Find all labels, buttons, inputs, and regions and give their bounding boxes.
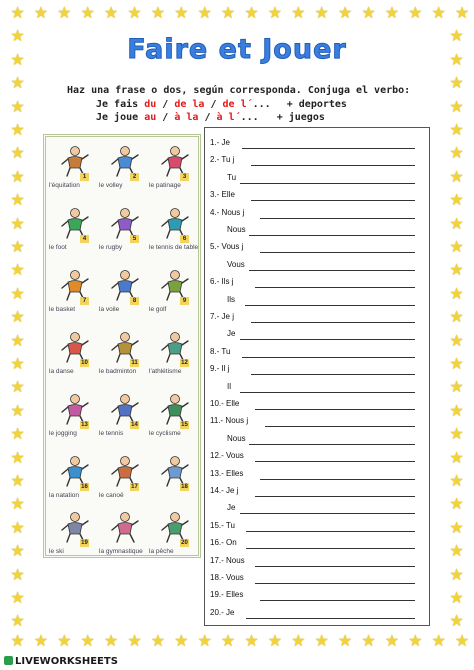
sports-picture-panel bbox=[43, 134, 201, 558]
star-icon: ★ bbox=[337, 633, 353, 650]
star-icon: ★ bbox=[384, 5, 400, 22]
star-icon: ★ bbox=[244, 633, 259, 650]
sport-number: 20 bbox=[181, 540, 188, 546]
sport-number: 14 bbox=[131, 422, 138, 428]
answer-blank[interactable] bbox=[260, 218, 415, 219]
answer-row bbox=[210, 538, 237, 550]
sport-label: le foot bbox=[49, 244, 67, 251]
star-icon: ★ bbox=[449, 285, 464, 303]
star-icon: ★ bbox=[127, 5, 142, 22]
sport-card bbox=[49, 141, 99, 202]
answer-prompt: Nous bbox=[227, 225, 246, 234]
answer-row bbox=[210, 329, 235, 341]
answer-row bbox=[210, 225, 246, 237]
liveworksheets-logo bbox=[4, 656, 118, 667]
contraction-au: au bbox=[144, 112, 157, 123]
answer-row bbox=[210, 260, 245, 272]
sport-label: le canoë bbox=[99, 492, 124, 499]
partitive-du: du bbox=[144, 99, 157, 110]
instruction-text: Je joue bbox=[96, 112, 139, 123]
star-icon: ★ bbox=[449, 215, 464, 233]
sport-card bbox=[99, 141, 149, 202]
star-icon: ★ bbox=[10, 473, 25, 490]
answer-blank[interactable] bbox=[255, 566, 415, 567]
sport-label: le ski bbox=[49, 548, 64, 555]
answer-blank[interactable] bbox=[242, 148, 415, 149]
star-icon: ★ bbox=[10, 122, 25, 139]
star-icon: ★ bbox=[10, 239, 25, 256]
star-icon: ★ bbox=[314, 5, 329, 22]
footer bbox=[0, 655, 474, 670]
answer-row bbox=[210, 347, 230, 359]
answer-blank[interactable] bbox=[255, 583, 415, 584]
answer-blank[interactable] bbox=[260, 252, 415, 253]
star-icon: ★ bbox=[10, 496, 25, 514]
answer-prompt: 20.- Je bbox=[210, 607, 235, 617]
sport-number: 18 bbox=[181, 484, 188, 490]
answer-blank[interactable] bbox=[240, 183, 415, 184]
star-icon: ★ bbox=[197, 633, 212, 650]
star-icon: ★ bbox=[449, 426, 464, 444]
sport-label: l'équitation bbox=[49, 182, 80, 189]
star-icon: ★ bbox=[10, 402, 25, 420]
answer-prompt: 17.- Nous bbox=[210, 555, 245, 565]
answer-row bbox=[210, 277, 234, 289]
sport-card bbox=[149, 507, 199, 568]
sport-label: le patinage bbox=[149, 182, 181, 189]
star-icon: ★ bbox=[449, 496, 464, 514]
sport-number: 1 bbox=[80, 173, 89, 181]
sport-card bbox=[49, 389, 99, 450]
star-icon: ★ bbox=[449, 98, 464, 116]
star-icon: ★ bbox=[267, 5, 283, 22]
instruction-line-2 bbox=[96, 99, 347, 110]
sport-card bbox=[149, 327, 199, 388]
star-icon: ★ bbox=[10, 168, 25, 186]
star-icon: ★ bbox=[449, 75, 464, 93]
star-icon: ★ bbox=[408, 633, 423, 650]
answer-prompt: Je bbox=[227, 329, 236, 339]
answer-blank[interactable] bbox=[255, 287, 415, 288]
answer-row bbox=[210, 173, 236, 185]
answer-blank[interactable] bbox=[255, 461, 415, 462]
star-icon: ★ bbox=[10, 356, 25, 373]
star-icon: ★ bbox=[10, 215, 25, 233]
star-icon: ★ bbox=[103, 633, 119, 650]
answer-row bbox=[210, 573, 244, 585]
answer-row bbox=[210, 295, 235, 307]
sport-card bbox=[149, 265, 199, 326]
answer-row bbox=[210, 486, 238, 498]
sport-number: 15 bbox=[181, 422, 188, 428]
answer-blank[interactable] bbox=[245, 305, 415, 306]
sport-number: 4 bbox=[80, 235, 89, 243]
sport-number: 2 bbox=[130, 173, 139, 181]
sport-card bbox=[99, 327, 149, 388]
star-icon: ★ bbox=[150, 5, 166, 22]
star-icon: ★ bbox=[449, 449, 464, 467]
star-icon: ★ bbox=[449, 519, 464, 537]
star-icon: ★ bbox=[10, 98, 25, 116]
sport-number: 12 bbox=[181, 360, 188, 366]
sport-card bbox=[149, 141, 199, 202]
answer-row bbox=[210, 190, 235, 202]
star-icon: ★ bbox=[291, 5, 306, 22]
answer-prompt: 5.- Vous j bbox=[210, 242, 244, 252]
star-icon: ★ bbox=[244, 5, 259, 22]
sport-number: 9 bbox=[180, 297, 189, 305]
answer-prompt: Je bbox=[227, 503, 236, 513]
star-icon: ★ bbox=[449, 402, 464, 420]
star-icon: ★ bbox=[449, 613, 464, 631]
partitive-de-l: de l´ bbox=[222, 99, 253, 110]
star-icon: ★ bbox=[10, 5, 25, 22]
star-icon: ★ bbox=[454, 5, 470, 22]
answer-row bbox=[210, 364, 230, 376]
answer-prompt: 16.- On bbox=[210, 538, 237, 548]
star-icon: ★ bbox=[10, 379, 25, 397]
sport-label: l'athlétisme bbox=[149, 368, 182, 375]
answer-blank[interactable] bbox=[260, 479, 415, 480]
star-icon: ★ bbox=[10, 309, 25, 327]
sport-label: le rugby bbox=[99, 244, 123, 251]
star-icon: ★ bbox=[449, 28, 464, 46]
answer-blank[interactable] bbox=[249, 270, 415, 271]
star-icon: ★ bbox=[449, 356, 464, 373]
star-icon: ★ bbox=[150, 633, 166, 650]
star-icon: ★ bbox=[267, 633, 283, 650]
sport-number: 8 bbox=[130, 297, 139, 305]
sport-card bbox=[49, 327, 99, 388]
sport-number: 6 bbox=[180, 235, 189, 243]
star-icon: ★ bbox=[80, 633, 95, 650]
answer-blank[interactable] bbox=[260, 600, 415, 601]
sport-card bbox=[49, 203, 99, 264]
star-icon: ★ bbox=[449, 145, 464, 163]
answer-blank[interactable] bbox=[246, 548, 415, 549]
star-icon: ★ bbox=[10, 285, 25, 303]
instruction-text: + juegos bbox=[276, 112, 325, 123]
answer-row bbox=[210, 138, 230, 150]
answer-blank[interactable] bbox=[255, 496, 415, 497]
answer-panel bbox=[204, 127, 430, 626]
star-icon: ★ bbox=[449, 543, 464, 561]
answer-prompt: 7.- Je j bbox=[210, 312, 235, 321]
star-icon: ★ bbox=[10, 192, 25, 210]
sport-card bbox=[99, 203, 149, 264]
answer-prompt: Il bbox=[227, 381, 231, 391]
sport-label: le tennis de table bbox=[149, 244, 199, 251]
answer-prompt: Vous bbox=[227, 259, 245, 269]
star-icon: ★ bbox=[220, 5, 236, 22]
star-icon: ★ bbox=[384, 633, 400, 650]
star-icon: ★ bbox=[197, 5, 212, 22]
answer-blank[interactable] bbox=[240, 392, 415, 393]
logo-text: LIVEWORKSHEETS bbox=[15, 656, 118, 667]
star-icon: ★ bbox=[449, 566, 464, 584]
star-icon: ★ bbox=[449, 168, 464, 186]
answer-row bbox=[210, 208, 244, 220]
answer-prompt: 10.- Elle bbox=[210, 399, 240, 408]
star-icon: ★ bbox=[10, 426, 25, 444]
star-icon: ★ bbox=[449, 590, 464, 607]
star-icon: ★ bbox=[127, 633, 142, 650]
answer-row bbox=[210, 590, 243, 602]
answer-prompt: 14.- Je j bbox=[210, 486, 239, 495]
answer-blank[interactable] bbox=[249, 235, 415, 236]
star-icon: ★ bbox=[314, 633, 329, 650]
instruction-line-3 bbox=[96, 112, 325, 123]
answer-row bbox=[210, 242, 243, 254]
sport-number: 5 bbox=[130, 235, 139, 243]
answer-row bbox=[210, 503, 235, 515]
answer-blank[interactable] bbox=[246, 618, 415, 619]
worksheet-title: Faire et Jouer bbox=[127, 34, 347, 65]
sport-number: 17 bbox=[131, 484, 138, 490]
ellipsis: ... bbox=[240, 112, 259, 123]
star-icon: ★ bbox=[449, 122, 464, 139]
star-icon: ★ bbox=[10, 28, 25, 46]
answer-prompt: 1.- Je bbox=[210, 138, 231, 147]
answer-prompt: 3.- Elle bbox=[210, 190, 235, 200]
sport-label: la gymnastique bbox=[99, 548, 143, 555]
star-icon: ★ bbox=[33, 5, 49, 22]
star-icon: ★ bbox=[449, 309, 464, 327]
separator: / bbox=[204, 112, 211, 123]
sport-card bbox=[149, 203, 199, 264]
answer-prompt: 8.- Tu bbox=[210, 346, 231, 356]
sport-label: le volley bbox=[99, 182, 123, 189]
star-icon: ★ bbox=[449, 192, 464, 210]
sport-label: la pêche bbox=[149, 548, 174, 555]
star-icon: ★ bbox=[10, 590, 25, 607]
instruction-line-1: Haz una frase o dos, según corresponda. Conjuga el verbo: bbox=[67, 85, 411, 96]
answer-row bbox=[210, 521, 235, 533]
answer-prompt: 2.- Tu j bbox=[210, 155, 235, 165]
sport-label: la danse bbox=[49, 368, 74, 375]
star-icon: ★ bbox=[454, 633, 470, 650]
answer-blank[interactable] bbox=[255, 409, 415, 410]
sport-number: 11 bbox=[131, 360, 138, 366]
answer-blank[interactable] bbox=[251, 165, 415, 166]
answer-prompt: Tu bbox=[227, 172, 237, 182]
answer-prompt: 9.- Il j bbox=[210, 364, 230, 374]
star-icon: ★ bbox=[337, 5, 353, 22]
answer-prompt: 18.- Vous bbox=[210, 573, 244, 582]
star-icon: ★ bbox=[431, 5, 446, 22]
star-icon: ★ bbox=[10, 543, 25, 561]
answer-prompt: Nous bbox=[227, 433, 246, 443]
answer-prompt: 15.- Tu bbox=[210, 520, 235, 530]
answer-prompt: 6.- Ils j bbox=[210, 277, 234, 287]
star-icon: ★ bbox=[10, 633, 25, 650]
instruction-text: Je fais bbox=[96, 99, 139, 110]
separator: / bbox=[162, 99, 169, 110]
star-icon: ★ bbox=[10, 449, 25, 467]
answer-blank[interactable] bbox=[249, 444, 415, 445]
answer-row bbox=[210, 399, 239, 411]
answer-prompt: 4.- Nous j bbox=[210, 207, 245, 217]
answer-row bbox=[210, 416, 248, 428]
answer-row bbox=[210, 155, 234, 167]
star-icon: ★ bbox=[449, 379, 464, 397]
star-icon: ★ bbox=[10, 51, 25, 69]
answer-row bbox=[210, 556, 245, 568]
star-icon: ★ bbox=[449, 262, 464, 280]
sport-card bbox=[49, 451, 99, 512]
answer-blank[interactable] bbox=[251, 200, 415, 201]
sport-card bbox=[149, 389, 199, 450]
answer-blank[interactable] bbox=[251, 322, 415, 323]
star-icon: ★ bbox=[449, 239, 464, 256]
sport-number: 16 bbox=[81, 484, 88, 490]
star-icon: ★ bbox=[57, 5, 72, 22]
answer-prompt: 13.- Elles bbox=[210, 468, 244, 478]
star-icon: ★ bbox=[449, 332, 464, 350]
sport-label: le golf bbox=[149, 306, 167, 313]
answer-row bbox=[210, 382, 231, 394]
star-icon: ★ bbox=[57, 633, 72, 650]
sport-number: 7 bbox=[80, 297, 89, 305]
star-icon: ★ bbox=[10, 145, 25, 163]
answer-row bbox=[210, 312, 234, 324]
sport-label: la voile bbox=[99, 306, 120, 313]
gymnastics-icon bbox=[107, 510, 143, 544]
sport-number: 3 bbox=[180, 173, 189, 181]
answer-blank[interactable] bbox=[242, 357, 415, 358]
star-icon: ★ bbox=[174, 5, 189, 22]
answer-row bbox=[210, 469, 243, 481]
answer-row bbox=[210, 451, 244, 463]
sport-card bbox=[99, 389, 149, 450]
sport-card bbox=[49, 265, 99, 326]
star-icon: ★ bbox=[449, 473, 464, 490]
answer-blank[interactable] bbox=[240, 339, 415, 340]
sport-label: le jogging bbox=[49, 430, 77, 437]
answer-blank[interactable] bbox=[246, 531, 415, 532]
star-icon: ★ bbox=[291, 633, 306, 650]
star-icon: ★ bbox=[449, 51, 464, 69]
sport-label: le basket bbox=[49, 306, 76, 313]
star-icon: ★ bbox=[431, 633, 446, 650]
sport-number: 10 bbox=[81, 360, 88, 366]
answer-prompt: 19.- Elles bbox=[210, 590, 244, 600]
contraction-a-l: à l´ bbox=[216, 112, 241, 123]
logo-icon bbox=[4, 656, 13, 665]
answer-row bbox=[210, 608, 234, 620]
answer-prompt: Ils bbox=[227, 294, 235, 304]
star-icon: ★ bbox=[33, 633, 49, 650]
sport-card bbox=[99, 507, 149, 568]
sport-number: 13 bbox=[81, 422, 88, 428]
separator: / bbox=[210, 99, 217, 110]
sport-label: le cyclisme bbox=[149, 430, 181, 437]
sport-label: le badminton bbox=[99, 368, 137, 375]
star-icon: ★ bbox=[174, 633, 189, 650]
answer-prompt: 11.- Nous j bbox=[210, 416, 249, 426]
partitive-de-la: de la bbox=[174, 99, 205, 110]
star-icon: ★ bbox=[10, 613, 25, 631]
star-icon: ★ bbox=[10, 75, 25, 93]
star-icon: ★ bbox=[361, 633, 376, 650]
star-icon: ★ bbox=[10, 566, 25, 584]
instruction-text: + deportes bbox=[286, 99, 347, 110]
star-icon: ★ bbox=[408, 5, 423, 22]
separator: / bbox=[162, 112, 169, 123]
star-icon: ★ bbox=[10, 262, 25, 280]
answer-blank[interactable] bbox=[240, 513, 415, 514]
star-icon: ★ bbox=[103, 5, 119, 22]
sport-label: la natation bbox=[49, 492, 79, 499]
answer-row bbox=[210, 434, 246, 446]
sport-card bbox=[149, 451, 199, 512]
answer-prompt: 12.- Vous bbox=[210, 451, 244, 461]
star-icon: ★ bbox=[10, 332, 25, 350]
contraction-a-la: à la bbox=[174, 112, 199, 123]
sport-label: le tennis bbox=[99, 430, 124, 437]
star-icon: ★ bbox=[361, 5, 376, 22]
answer-blank[interactable] bbox=[251, 374, 415, 375]
sport-card bbox=[99, 265, 149, 326]
sport-card bbox=[99, 451, 149, 512]
star-icon: ★ bbox=[220, 633, 236, 650]
star-icon: ★ bbox=[10, 519, 25, 537]
answer-blank[interactable] bbox=[265, 426, 415, 427]
ellipsis: ... bbox=[252, 99, 271, 110]
sport-card bbox=[49, 507, 99, 568]
star-icon: ★ bbox=[80, 5, 95, 22]
sport-number: 19 bbox=[81, 540, 88, 546]
